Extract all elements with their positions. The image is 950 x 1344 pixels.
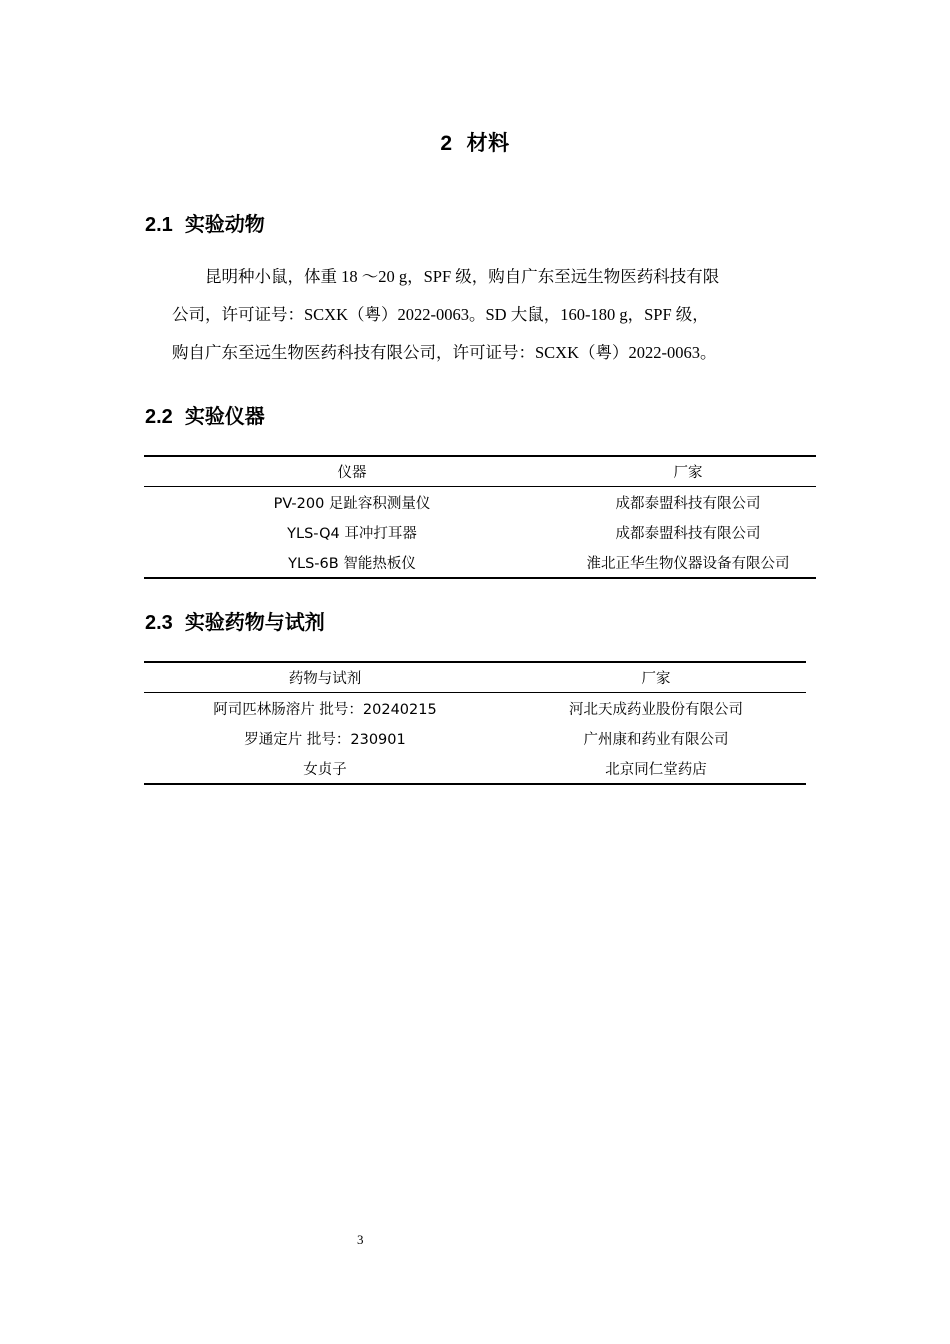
table-cell: YLS-Q4 耳冲打耳器: [287, 525, 417, 542]
section-number: 2.3: [145, 612, 173, 634]
table-cell: 女贞子: [144, 753, 506, 784]
table-row: [144, 723, 806, 753]
section-number: 2.2: [145, 406, 173, 428]
chapter-title: [0, 127, 950, 157]
table-cell: 淮北正华生物仪器设备有限公司: [560, 547, 816, 578]
column-header: 药物与试剂: [144, 662, 506, 693]
table-cell: 北京同仁堂药店: [506, 753, 806, 784]
table-row: [144, 693, 806, 724]
section-heading-reagents: [145, 606, 325, 635]
table-cell: 成都泰盟科技有限公司: [615, 495, 761, 512]
section-title: 实验仪器: [184, 406, 265, 428]
table-row: [144, 487, 816, 518]
section-title: 实验药物与试剂: [184, 612, 325, 634]
chapter-title-text: 材料: [466, 132, 510, 155]
table-row: [144, 517, 816, 547]
column-header: 厂家: [560, 456, 816, 487]
table-cell: 阿司匹林肠溶片 批号：20240215: [213, 701, 437, 718]
column-header: 仪器: [144, 456, 560, 487]
instruments-table: [144, 455, 816, 579]
section-number: 2.1: [145, 214, 173, 236]
table-cell: PV-200 足趾容积测量仪: [273, 495, 431, 512]
table-row: [144, 753, 806, 784]
section-heading-instruments: [145, 400, 265, 429]
table-cell: 罗通定片 批号：230901: [244, 731, 406, 748]
section-heading-animals: [145, 208, 265, 237]
table-cell: YLS-6B 智能热板仪: [144, 547, 560, 578]
table-cell: 成都泰盟科技有限公司: [615, 525, 761, 542]
table-cell: 河北天成药业股份有限公司: [569, 701, 743, 718]
paragraph-line: 昆明种小鼠，体重 18 ～20 g，SPF 级，购自广东至远生物医药科技有限: [205, 267, 720, 286]
reagents-table: [144, 661, 806, 785]
paragraph-line: 公司，许可证号：SCXK（粤）2022-0063。SD 大鼠，160-180 g，SPF 级，: [172, 305, 709, 324]
section-title: 实验动物: [184, 214, 265, 236]
paragraph-line: 购自广东至远生物医药科技有限公司，许可证号：SCXK（粤）2022-0063。: [172, 343, 717, 362]
animals-paragraph: [172, 258, 822, 372]
table-row: [144, 547, 816, 578]
table-cell: 广州康和药业有限公司: [583, 731, 729, 748]
chapter-number: 2: [440, 132, 453, 155]
column-header: 厂家: [506, 662, 806, 693]
page-number: 3: [357, 1232, 364, 1247]
table-header-row: [144, 662, 806, 693]
table-header-row: [144, 456, 816, 487]
